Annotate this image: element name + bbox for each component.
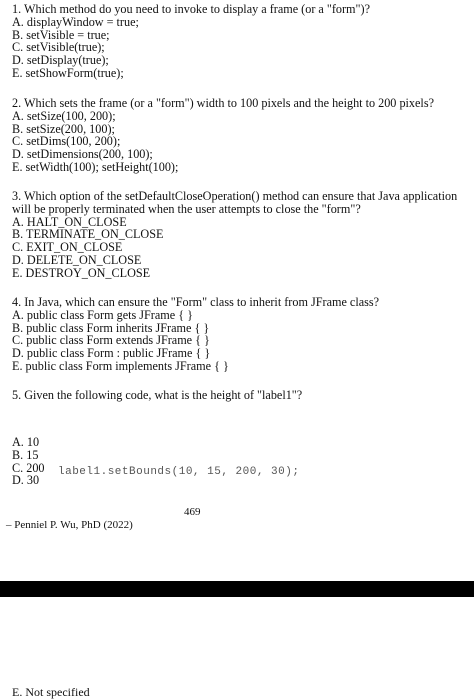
question-1-stem: 1. Which method do you need to invoke to display a frame (or a "form")? [12,2,370,16]
question-4 [12,296,462,373]
question-2-option-a: A. setSize(100, 200); [12,108,116,123]
page-number: 469 [184,506,201,518]
author-credit: – Penniel P. Wu, PhD (2022) [6,519,133,531]
question-2-stem: 2. Which sets the frame (or a "form") width to 100 pixels and the height to 200 pixels? [12,96,434,110]
question-3-option-b: B. TERMINATE_ON_CLOSE [12,227,164,242]
question-3-option-a: A. HALT_ON_CLOSE [12,214,127,229]
question-3-stem: 3. Which option of the setDefaultCloseOperation() method can ensure that Java application will be properly terminated when the user attempts to close the "form"? [12,189,458,216]
question-2-option-b: B. setSize(200, 100); [12,121,115,136]
question-1-option-d: D. setDisplay(true); [12,53,109,68]
question-2-option-c: C. setDims(100, 200); [12,134,121,149]
question-3-option-d: D. DELETE_ON_CLOSE [12,252,142,267]
question-2-option-d: D. setDimensions(200, 100); [12,147,153,162]
question-5-code: label1.setBounds(10, 15, 200, 30); [58,466,300,478]
question-4-option-e: E. public class Form implements JFrame { } [12,358,229,373]
question-1 [12,3,462,80]
question-3-option-e: E. DESTROY_ON_CLOSE [12,265,151,280]
question-1-option-e: E. setShowForm(true); [12,65,124,80]
question-4-option-d: D. public class Form : public JFrame { } [12,346,211,361]
question-2 [12,97,462,174]
question-5-option-d: D. 30 [12,473,40,488]
question-4-option-c: C. public class Form extends JFrame { } [12,333,210,348]
question-4-stem: 4. In Java, which can ensure the "Form" class to inherit from JFrame class? [12,295,380,309]
question-3-option-c: C. EXIT_ON_CLOSE [12,240,123,255]
question-5-option-a: A. 10 [12,435,40,449]
question-1-option-a: A. displayWindow = true; [12,14,139,29]
question-4-option-b: B. public class Form inherits JFrame { } [12,320,210,335]
answer-text: E. Not specified [12,685,90,699]
question-1-option-c: C. setVisible(true); [12,40,105,55]
question-4-option-a: A. public class Form gets JFrame { } [12,307,193,322]
question-5-stem: 5. Given the following code, what is the height of "label1"? [12,388,303,402]
question-3 [12,190,462,280]
question-5 [12,389,462,402]
question-5-option-b: B. 15 [12,447,39,462]
question-1-option-b: B. setVisible = true; [12,27,110,42]
question-5-option-c: C. 200 [12,460,45,475]
question-5-options [12,436,462,487]
divider-bar [0,581,474,597]
question-2-option-e: E. setWidth(100); setHeight(100); [12,159,179,174]
